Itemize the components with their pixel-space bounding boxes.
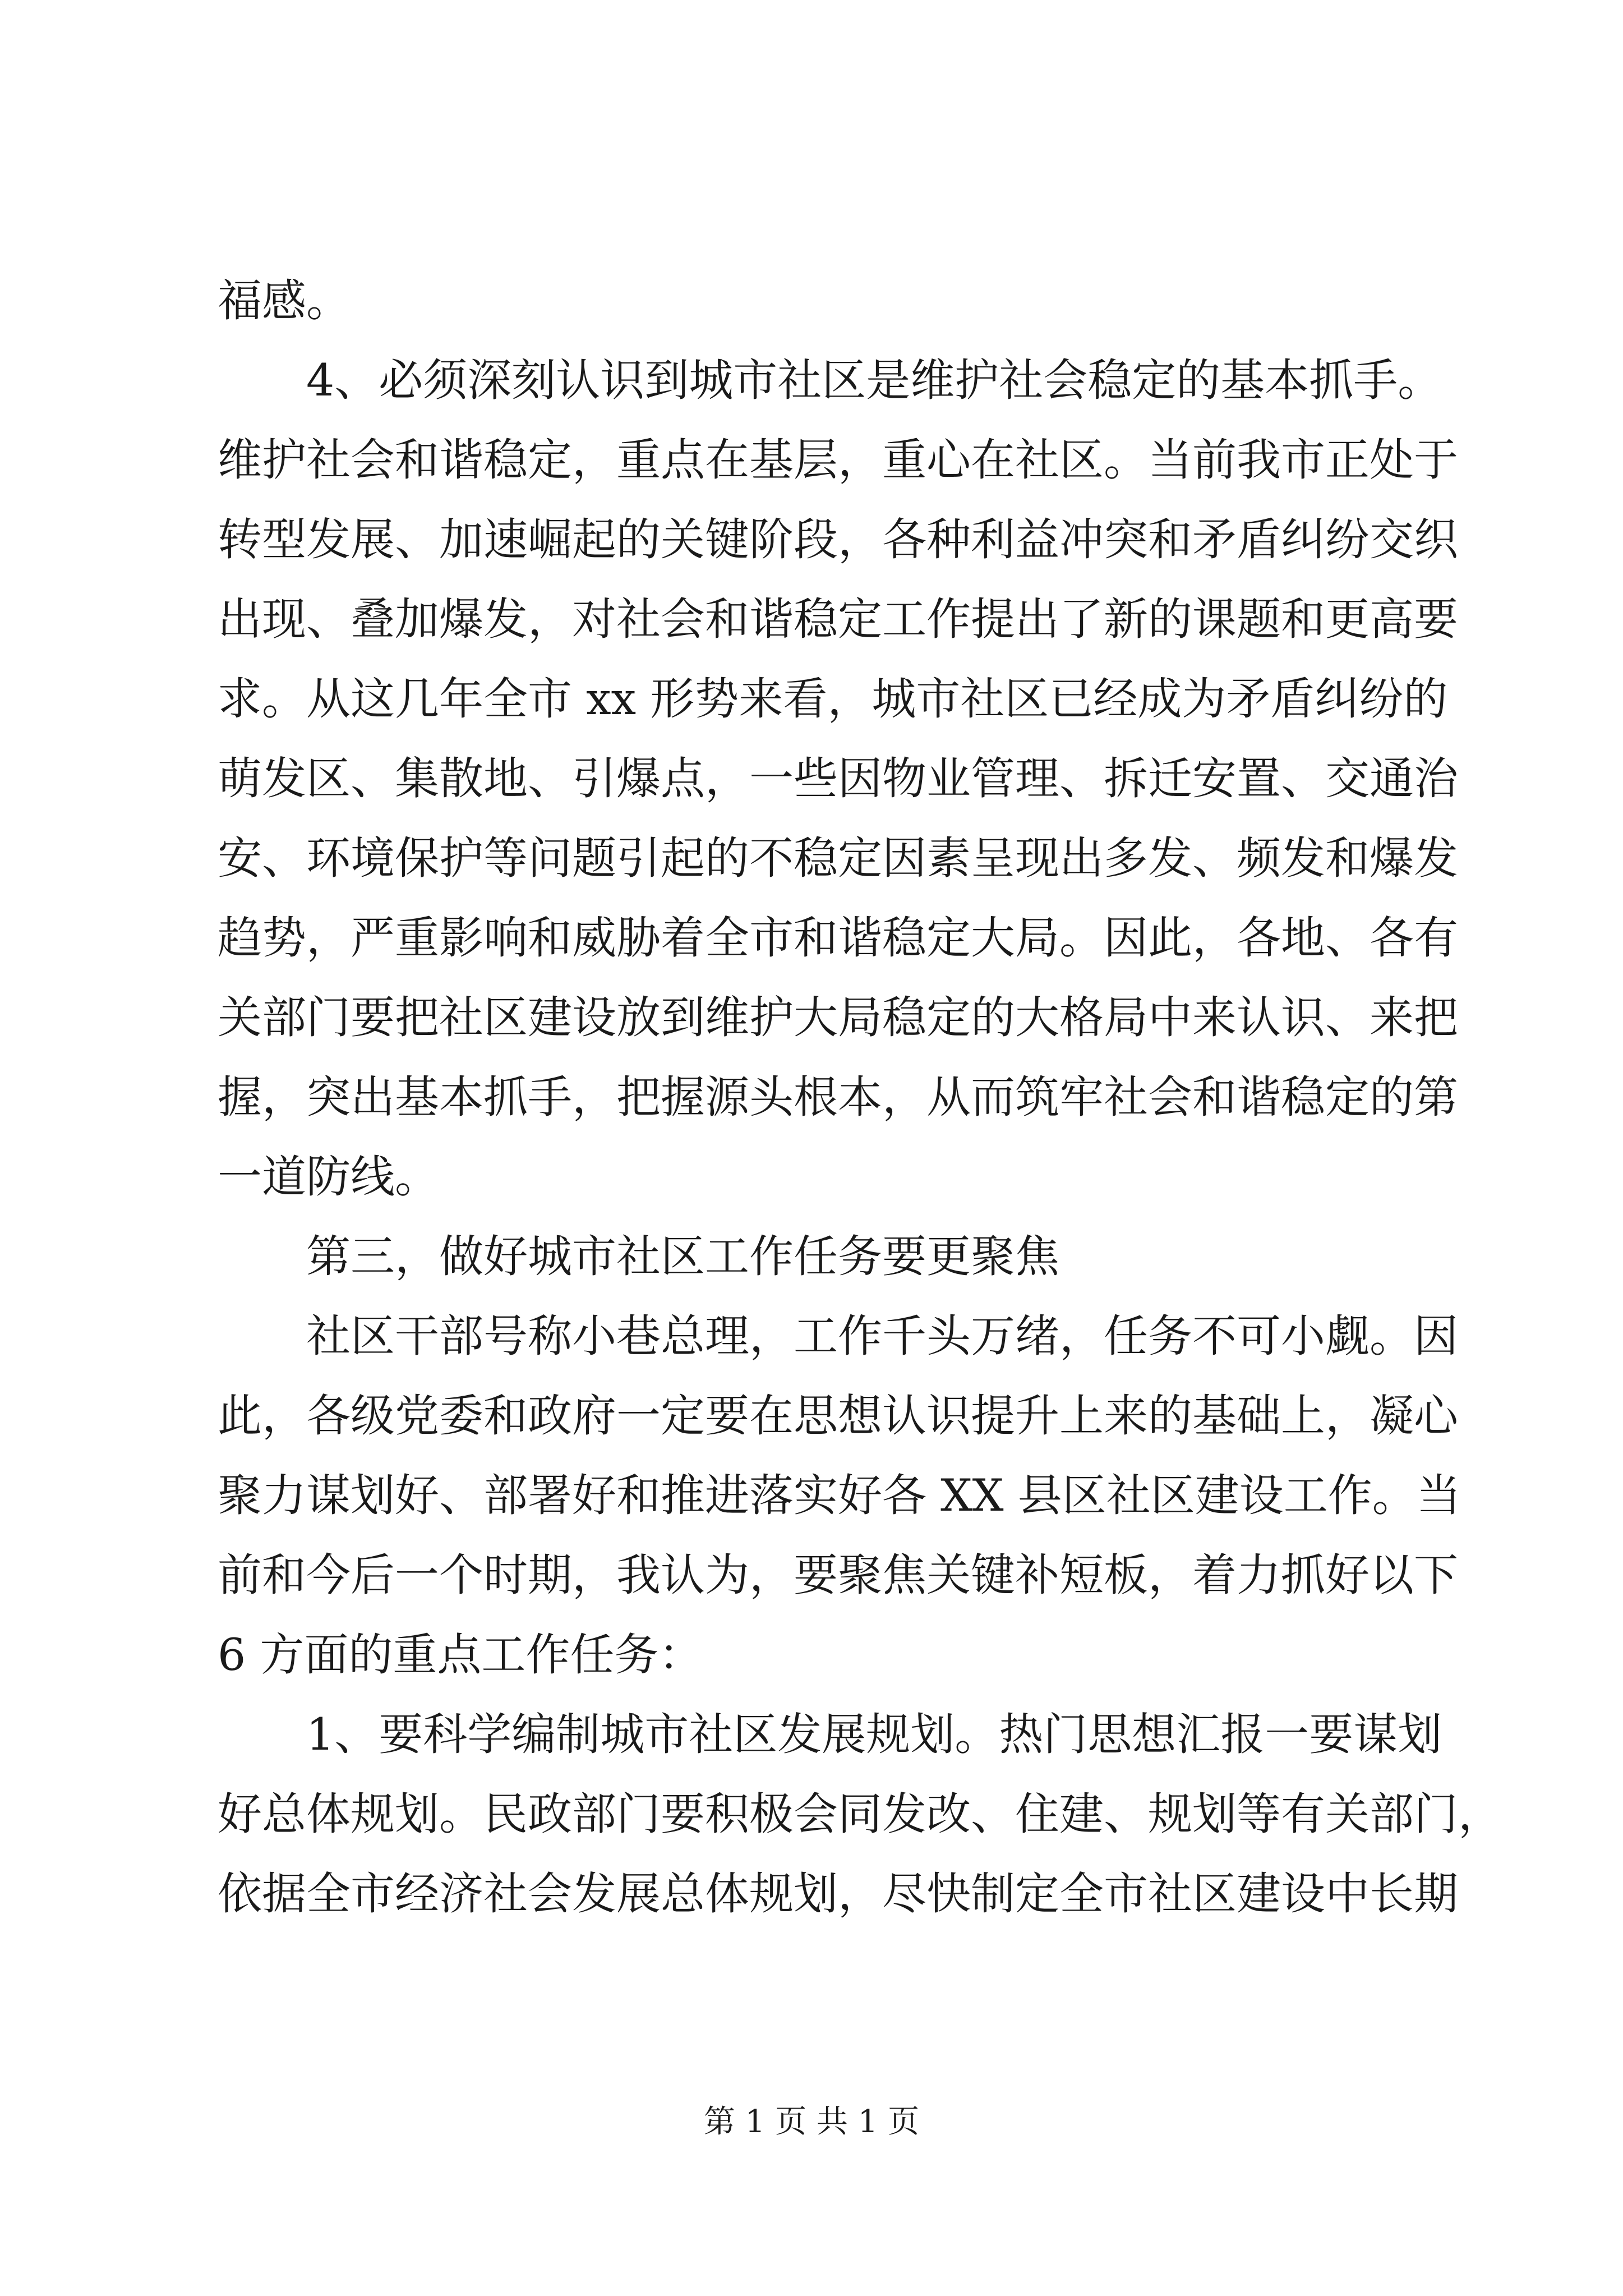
- text-line: 一道防线。: [218, 1151, 439, 1203]
- text-line: 聚力谋划好、部署好和推进落实好各 XX 县区社区建设工作。当: [218, 1470, 1461, 1521]
- text-line: 1、要科学编制城市社区发展规划。热门思想汇报一要谋划: [306, 1709, 1442, 1760]
- text-line: 4、必须深刻认识到城市社区是维护社会稳定的基本抓手。: [306, 355, 1442, 406]
- text-line: 前和今后一个时期，我认为，要聚焦关键补短板，着力抓好以下: [218, 1549, 1458, 1601]
- section-heading: 第三，做好城市社区工作任务要更聚焦: [306, 1231, 1059, 1282]
- text-line: 好总体规划。民政部门要积极会同发改、住建、规划等有关部门，: [218, 1788, 1502, 1840]
- text-line: 关部门要把社区建设放到维护大局稳定的大格局中来认识、来把: [218, 992, 1458, 1043]
- text-line: 趋势，严重影响和威胁着全市和谐稳定大局。因此，各地、各有: [218, 912, 1458, 964]
- text-line: 握，突出基本抓手，把握源头根本，从而筑牢社会和谐稳定的第: [218, 1071, 1458, 1123]
- text-line: 社区干部号称小巷总理，工作千头万绪，任务不可小觑。因: [306, 1310, 1458, 1362]
- text-line: 6 方面的重点工作任务：: [218, 1629, 703, 1681]
- text-line: 出现、叠加爆发，对社会和谐稳定工作提出了新的课题和更高要: [218, 593, 1458, 645]
- text-line: 维护社会和谐稳定，重点在基层，重心在社区。当前我市正处于: [218, 434, 1458, 486]
- page-footer: [0, 2102, 1623, 2142]
- text-line: 萌发区、集散地、引爆点，一些因物业管理、拆迁安置、交通治: [218, 753, 1458, 804]
- text-line: 安、环境保护等问题引起的不稳定因素呈现出多发、频发和爆发: [218, 832, 1458, 884]
- text-line: 此，各级党委和政府一定要在思想认识提升上来的基础上，凝心: [218, 1390, 1458, 1442]
- text-line: 转型发展、加速崛起的关键阶段，各种利益冲突和矛盾纠纷交织: [218, 514, 1458, 565]
- document-body: [218, 261, 1502, 1934]
- text-line: 福感。: [218, 275, 351, 326]
- text-line: 求。从这几年全市 xx 形势来看，城市社区已经成为矛盾纠纷的: [218, 673, 1448, 725]
- page-number-label: 第 1 页 共 1 页: [703, 2104, 920, 2140]
- text-line: 依据全市经济社会发展总体规划，尽快制定全市社区建设中长期: [218, 1868, 1458, 1920]
